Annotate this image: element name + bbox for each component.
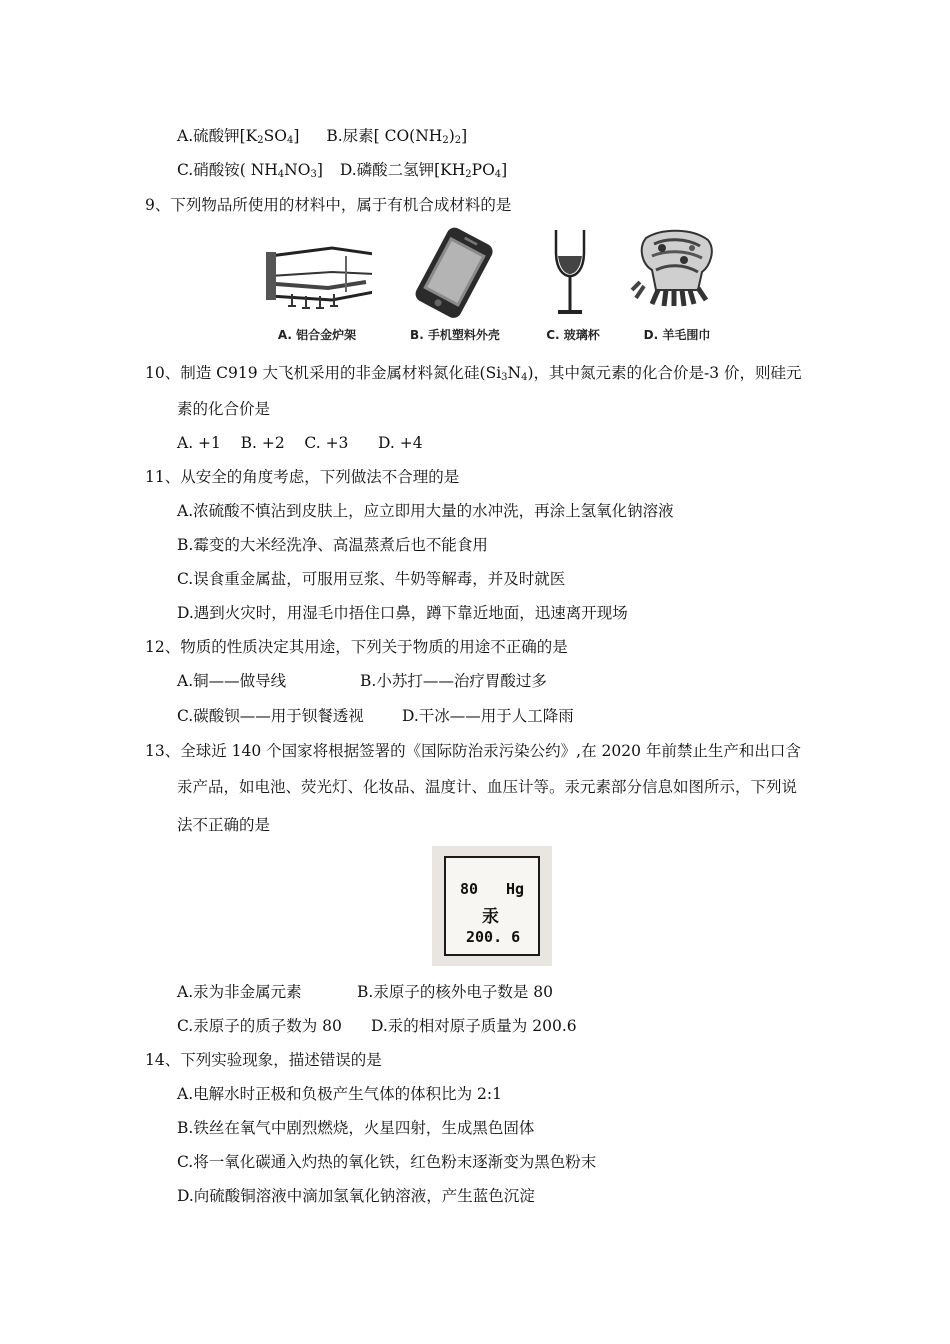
- q12-stem: 12、物质的性质决定其用途，下列关于物质的用途不正确的是: [145, 638, 568, 656]
- q14-option-a[interactable]: A.电解水时正极和负极产生气体的体积比为 2:1: [177, 1085, 502, 1103]
- wine-glass-icon: [518, 226, 628, 326]
- q10-stem: 10、制造 C919 大飞机采用的非金属材料氮化硅$(Si_3N_4)$，其中氮元素的化合价是-3 价，则硅元: [145, 364, 802, 383]
- mercury-element-card: [432, 846, 552, 966]
- q13-option-d[interactable]: D.汞的相对原子质量为 200.6: [371, 1017, 577, 1035]
- q9-option-d-picture[interactable]: [622, 226, 732, 350]
- q9-stem: 9、下列物品所使用的材料中，属于有机合成材料的是: [145, 196, 512, 214]
- q8-option-row-2: [177, 160, 507, 180]
- element-name: 汞: [482, 907, 499, 927]
- q14-stem: 14、下列实验现象，描述错误的是: [145, 1051, 382, 1069]
- q14-option-c[interactable]: C.将一氧化碳通入灼热的氧化铁，红色粉末逐渐变为黑色粉末: [177, 1153, 597, 1171]
- wool-scarf-icon: [622, 226, 732, 326]
- stove-rack-icon: [262, 226, 372, 326]
- atomic-mass: 200. 6: [466, 928, 521, 946]
- q9-option-c-picture[interactable]: [518, 226, 628, 350]
- q11-stem: 11、从安全的角度考虑，下列做法不合理的是: [145, 468, 460, 486]
- q13-option-a[interactable]: A.汞为非金属元素: [177, 983, 302, 1001]
- q13-option-b[interactable]: B.汞原子的核外电子数是 80: [357, 983, 553, 1001]
- q12-option-c[interactable]: C.碳酸钡——用于钡餐透视: [177, 707, 364, 725]
- q11-option-b[interactable]: B.霉变的大米经洗净、高温蒸煮后也不能食用: [177, 536, 488, 554]
- q10-stem-continued: 素的化合价是: [177, 400, 271, 418]
- q9-caption-b: B. 手机塑料外壳: [410, 328, 500, 342]
- q13-stem-line-3: 法不正确的是: [177, 816, 271, 834]
- q10-options[interactable]: A. +1 B. +2 C. +3 D. +4: [177, 434, 423, 452]
- q9-caption-c: C. 玻璃杯: [546, 328, 600, 342]
- q9-option-b-picture[interactable]: [400, 226, 510, 350]
- q11-option-c[interactable]: C.误食重金属盐，可服用豆浆、牛奶等解毒，并及时就医: [177, 570, 566, 588]
- q12-option-d[interactable]: D.干冰——用于人工降雨: [402, 707, 574, 725]
- q9-caption-a: A. 铝合金炉架: [277, 328, 357, 342]
- q8-option-d[interactable]: D.磷酸二氢钾$[KH_2PO_4]$: [339, 161, 508, 180]
- element-symbol: Hg: [506, 880, 525, 898]
- q8-option-row-1: [177, 126, 467, 146]
- q13-stem-line-1: 13、全球近 140 个国家将根据签署的《国际防治汞污染公约》,在 2020 年前禁止生产和出口含: [145, 742, 801, 760]
- q12-option-b[interactable]: B.小苏打——治疗胃酸过多: [360, 672, 547, 690]
- q11-option-d[interactable]: D.遇到火灾时，用湿毛巾捂住口鼻，蹲下靠近地面，迅速离开现场: [177, 604, 628, 622]
- q12-option-a[interactable]: A.铜——做导线: [177, 672, 287, 690]
- q11-option-a[interactable]: A.浓硫酸不慎沾到皮肤上，应立即用大量的水冲洗，再涂上氢氧化钠溶液: [177, 502, 674, 520]
- q14-option-b[interactable]: B.铁丝在氧气中剧烈燃烧，火星四射，生成黑色固体: [177, 1119, 535, 1137]
- q8-option-a[interactable]: A.硫酸钾$[K_2SO_4]$: [177, 127, 300, 146]
- q8-option-c[interactable]: C.硝酸铵( $NH_4NO_3$]: [177, 161, 323, 180]
- q14-option-d[interactable]: D.向硫酸铜溶液中滴加氢氧化钠溶液，产生蓝色沉淀: [177, 1187, 535, 1205]
- q9-image-row: [262, 226, 732, 350]
- element-card-border: [444, 856, 540, 956]
- q13-option-c[interactable]: C.汞原子的质子数为 80: [177, 1017, 342, 1035]
- q13-stem-line-2: 汞产品，如电池、荧光灯、化妆品、温度计、血压计等。汞元素部分信息如图所示，下列说: [177, 778, 798, 796]
- q9-caption-d: D. 羊毛围巾: [643, 328, 711, 342]
- atomic-number: 80: [460, 880, 479, 898]
- q8-option-b[interactable]: B.尿素[ $CO(NH_2)_2$]: [326, 127, 468, 146]
- phone-case-icon: [400, 226, 510, 326]
- q9-option-a-picture[interactable]: [262, 226, 372, 350]
